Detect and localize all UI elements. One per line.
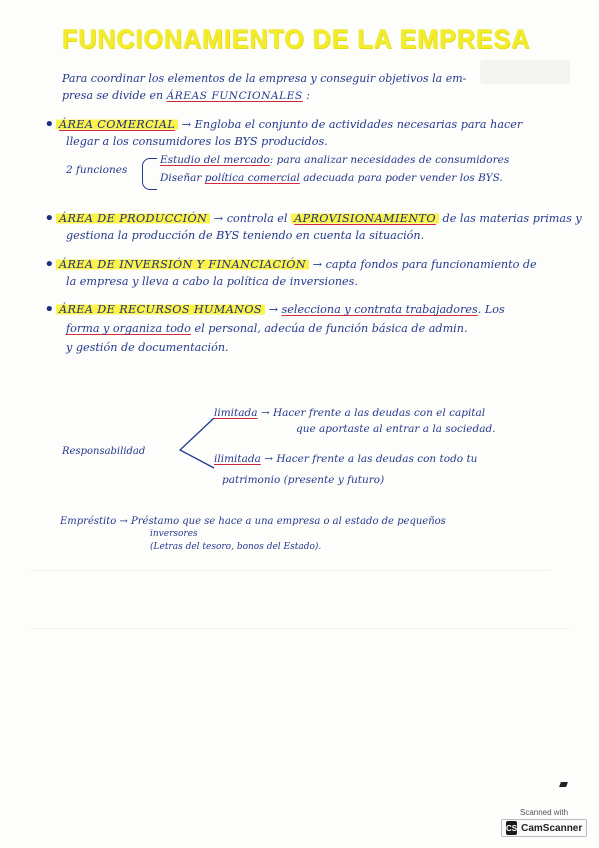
bullet-dot: • [44,254,55,275]
area-inversion-heading: ÁREA DE INVERSIÓN Y FINANCIACIÓN [56,258,309,271]
arrow-icon: → [260,407,270,419]
intro-line-1: Para coordinar los elementos de la empresa y conseguir objetivos la em- [62,72,467,85]
camscanner-badge [501,808,587,840]
functions-label: 2 funciones [66,164,128,176]
area-produccion-heading: ÁREA DE PRODUCCIÓN [56,212,210,225]
bullet-dot: • [44,208,55,229]
area-rrhh-rest-1: . Los [477,303,505,316]
area-produccion-line-2: gestiona la producción de BYS teniendo en cuenta la situación. [66,229,425,242]
aprovisionamiento-term: APROVISIONAMIENTO [291,212,439,225]
arrow-icon: → [213,212,224,225]
area-comercial-heading: ÁREA COMERCIAL [56,118,178,131]
ilimitada-text-1: Hacer frente a las deudas con todo tu [276,453,478,465]
emprestito-line-3: (Letras del tesoro, bonos del Estado). [150,542,322,552]
responsabilidad-label: Responsabilidad [62,446,146,457]
area-rrhh-rest-2: el personal, adecúa de función básica de admin. [194,322,468,335]
ilimitada-line-1 [214,451,477,468]
function-2-pre: Diseñar [160,172,202,184]
arrow-icon: → [119,516,128,527]
arrow-icon: → [264,453,274,465]
arrow-icon: → [268,303,278,316]
area-rrhh-line-3: y gestión de documentación. [66,341,229,354]
emprestito-text-1: Préstamo que se hace a una empresa o al estado de pequeños [131,516,446,527]
limitada-text-1: Hacer frente a las deudas con el capital [273,407,486,419]
function-item-2 [160,170,503,187]
branch-bracket-icon [176,414,216,470]
intro-line-2 [62,87,310,105]
emprestito-label: Empréstito [60,516,117,527]
intro-line-2-suffix: : [306,89,311,102]
area-rrhh-terms-2: forma y organiza todo [66,322,191,335]
function-1-text: : para analizar necesidades de consumidores [269,154,510,166]
limitada-term: limitada [214,407,258,419]
area-comercial-text-1: Engloba el conjunto de actividades necesarias para hacer [194,118,523,131]
page-corner-mark [559,782,568,787]
areas-funcionales-term: ÁREAS FUNCIONALES [166,90,303,102]
bleed-through-mark [480,60,570,84]
limitada-line-1 [214,405,485,422]
area-rrhh-line-1 [56,301,505,318]
emprestito-line-1 [60,513,446,530]
ilimitada-term: ilimitada [214,453,261,465]
area-rrhh-line-2 [66,320,468,337]
bleed-through-mark [30,628,570,629]
intro-line-2-prefix: presa se divide en [62,89,164,102]
camscanner-logo-icon: CS [506,821,517,835]
function-item-1 [160,152,509,169]
scanned-with-text: Scanned with [519,808,569,817]
area-comercial-line-2: llegar a los consumidores los BYS producidos. [66,135,328,148]
bullet-dot: • [44,299,55,320]
area-inversion-line-2: la empresa y lleva a cabo la política de inversiones. [66,275,358,288]
bullet-dot: • [44,114,55,135]
emprestito-line-2: inversores [150,529,198,539]
area-inversion-text-1: capta fondos para funcionamiento de [325,258,537,271]
camscanner-name: CamScanner [521,822,583,834]
arrow-icon: → [181,118,192,131]
brace-icon [142,158,157,190]
ilimitada-line-2: patrimonio (presente y futuro) [222,474,385,486]
bleed-through-mark [30,570,550,571]
limitada-line-2: que aportaste al entrar a la sociedad. [296,423,496,435]
function-1-term: Estudio del mercado [160,154,270,166]
area-rrhh-terms-1: selecciona y contrata trabajadores [281,303,478,316]
area-produccion-line-1 [56,210,582,227]
function-2-text: adecuada para poder vender los BYS. [303,172,503,184]
area-produccion-rest: de las materias primas y [442,212,582,225]
area-rrhh-heading: ÁREA DE RECURSOS HUMANOS [56,303,265,316]
area-inversion-line-1 [56,256,537,273]
arrow-icon: → [312,258,322,271]
page-title: FUNCIONAMIENTO DE LA EMPRESA [62,24,531,54]
camscanner-box [501,819,587,837]
area-produccion-pre: controla el [226,212,288,225]
area-comercial-line-1 [56,116,522,133]
function-2-term: política comercial [204,172,300,184]
